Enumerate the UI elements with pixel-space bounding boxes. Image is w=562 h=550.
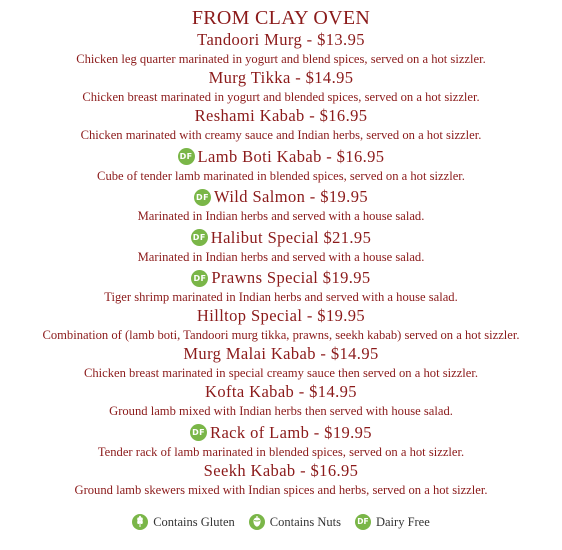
menu-item xyxy=(0,420,562,461)
menu-item-name: Hilltop Special - $19.95 xyxy=(196,306,366,325)
menu-item-description: Chicken leg quarter marinated in yogurt and blend spices, served on a hot sizzler. xyxy=(76,52,486,66)
menu-item-name-group xyxy=(204,461,359,481)
dairy-free-badge-icon: DF xyxy=(355,514,371,530)
menu-item xyxy=(0,30,562,68)
menu-item-name-row xyxy=(0,344,562,364)
legend-item-dairy-free xyxy=(355,514,430,530)
menu-item-name: Rack of Lamb - $19.95 xyxy=(210,422,372,442)
menu-item-name-row xyxy=(0,68,562,88)
menu-item-name: Kofta Kabab - $14.95 xyxy=(205,382,357,401)
menu-item-name: Reshami Kabab - $16.95 xyxy=(194,106,368,125)
menu-item-description: Chicken marinated with creamy sauce and Indian herbs, served on a hot sizzler. xyxy=(80,128,482,142)
legend-item-nuts xyxy=(249,514,341,530)
menu-item-name-group xyxy=(194,187,368,207)
legend-nuts-label: Contains Nuts xyxy=(269,514,341,529)
menu-item-description: Chicken breast marinated in yogurt and blended spices, served on a hot sizzler. xyxy=(82,90,480,104)
menu-item-name-group xyxy=(197,30,365,50)
menu-item-name-group xyxy=(190,423,372,443)
menu-item-name-group xyxy=(183,344,378,364)
menu-item-name-group xyxy=(195,106,368,126)
menu-item-name-row xyxy=(0,225,562,248)
menu-item-name: Prawns Special $19.95 xyxy=(211,268,371,287)
menu-item-name: Tandoori Murg - $13.95 xyxy=(197,30,365,49)
menu-item-name-row xyxy=(0,106,562,126)
legend-gluten-label: Contains Gluten xyxy=(153,514,235,529)
menu-item-description: Combination of (lamb boti, Tandoori murg tikka, prawns, seekh kabab) served on a hot sizzler. xyxy=(42,328,520,342)
menu-item xyxy=(0,344,562,382)
dairy-free-badge-icon: DF xyxy=(190,424,207,441)
legend xyxy=(0,514,562,530)
dairy-free-badge-icon: DF xyxy=(178,148,195,165)
menu-item-name: Wild Salmon - $19.95 xyxy=(214,187,368,206)
menu-item-description: Marinated in Indian herbs and served with a house salad. xyxy=(137,209,425,223)
nut-icon xyxy=(249,514,265,530)
legend-item-gluten xyxy=(132,514,235,530)
menu-item xyxy=(0,382,562,420)
menu-item-description: Chicken breast marinated in special creamy sauce then served on a hot sizzler. xyxy=(83,366,479,380)
dairy-free-badge-icon: DF xyxy=(191,270,208,287)
menu-item-name-group xyxy=(191,268,370,288)
menu-item-name-row xyxy=(0,144,562,167)
wheat-icon xyxy=(132,514,148,530)
legend-dairy-free-label: Dairy Free xyxy=(375,514,430,529)
menu-item xyxy=(0,106,562,144)
menu-item-description: Tender rack of lamb marinated in blended spices, served on a hot sizzler. xyxy=(97,444,465,459)
menu-item xyxy=(0,68,562,106)
menu-item-name-group xyxy=(191,228,371,248)
menu-item-description: Ground lamb skewers mixed with Indian spices and herbs, served on a hot sizzler. xyxy=(74,482,488,497)
menu-items-list xyxy=(0,30,562,499)
menu-item xyxy=(0,225,562,266)
menu-item-name: Murg Tikka - $14.95 xyxy=(208,68,354,87)
menu-item-name-row xyxy=(0,306,562,326)
menu-item-description: Ground lamb mixed with Indian herbs then served with house salad. xyxy=(109,404,453,418)
menu-item-name-row xyxy=(0,420,562,443)
menu-item-name: Seekh Kabab - $16.95 xyxy=(203,460,359,480)
menu-item-description: Cube of tender lamb marinated in blended spices, served on a hot sizzler. xyxy=(97,168,465,183)
menu-item-description: Marinated in Indian herbs and served with a house salad. xyxy=(137,249,425,264)
menu-item-name-row xyxy=(0,266,562,289)
menu-item-name-row xyxy=(0,185,562,208)
menu-section xyxy=(0,6,562,499)
menu-item-name-group xyxy=(197,306,365,326)
menu-item-name-group xyxy=(178,147,385,167)
menu-item-description: Tiger shrimp marinated in Indian herbs and served with a house salad. xyxy=(104,290,458,304)
section-title: FROM CLAY OVEN xyxy=(191,7,371,29)
menu-item xyxy=(0,461,562,499)
menu-item-name: Murg Malai Kabab - $14.95 xyxy=(183,344,379,363)
menu-item xyxy=(0,185,562,226)
menu-item-name-row xyxy=(0,461,562,481)
menu-item xyxy=(0,306,562,344)
menu-item-name-group xyxy=(205,382,357,402)
menu-item-name: Halibut Special $21.95 xyxy=(210,227,372,247)
menu-item xyxy=(0,144,562,185)
menu-item-name-row xyxy=(0,382,562,402)
dairy-free-badge-icon: DF xyxy=(191,229,208,246)
menu-item xyxy=(0,266,562,307)
dairy-free-badge-icon: DF xyxy=(194,189,211,206)
menu-item-name-row xyxy=(0,30,562,50)
menu-item-name-group xyxy=(209,68,354,88)
menu-item-name: Lamb Boti Kabab - $16.95 xyxy=(197,146,385,166)
